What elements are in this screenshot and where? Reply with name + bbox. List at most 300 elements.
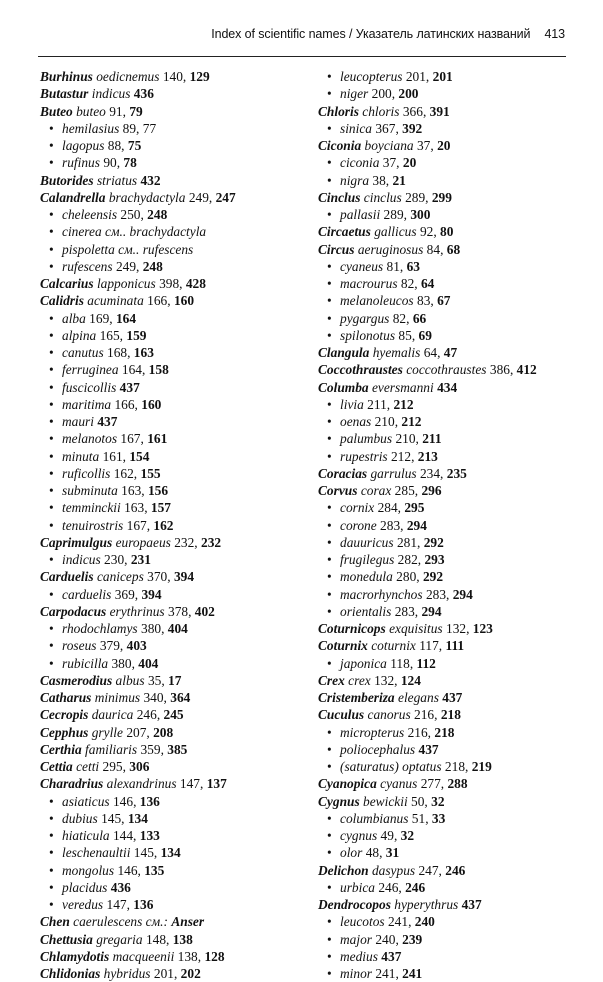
species-name: veredus xyxy=(62,897,104,912)
page-refs: 89, 77 xyxy=(122,120,157,136)
index-subentry xyxy=(40,517,236,534)
index-subentry xyxy=(318,758,537,775)
species-name: placidus xyxy=(62,879,108,895)
genus-name: Chloris xyxy=(318,103,359,119)
plate-ref: 136 xyxy=(139,793,160,809)
species-name: oedicnemus xyxy=(96,69,160,84)
species-name: indicus xyxy=(62,552,101,567)
page-refs: 249, xyxy=(188,189,216,205)
index-entry xyxy=(40,568,236,585)
plate-ref: 434 xyxy=(437,379,458,395)
plate-ref: 69 xyxy=(418,327,432,343)
index-subentry xyxy=(318,206,537,223)
page-refs: 64, xyxy=(423,345,444,360)
species-name: nigra xyxy=(340,172,370,188)
plate-ref: 68 xyxy=(446,241,461,257)
plate-ref: 134 xyxy=(160,845,181,861)
species-name: columbianus xyxy=(340,810,409,826)
page-refs: 232, xyxy=(174,534,201,550)
species-name: alba xyxy=(62,310,86,326)
index-subentry xyxy=(318,844,537,861)
index-subentry xyxy=(318,413,537,430)
species-name: hiaticula xyxy=(62,828,110,843)
plate-ref: 294 xyxy=(406,517,427,533)
plate-ref: 245 xyxy=(163,707,184,723)
species-name: rufinus xyxy=(62,155,100,171)
plate-ref: 75 xyxy=(127,138,142,153)
plate-ref: 202 xyxy=(180,966,201,981)
species-name: rubicilla xyxy=(62,655,109,671)
index-subentry xyxy=(318,154,537,171)
genus-name: Circus xyxy=(318,241,355,257)
species-name: tenuirostris xyxy=(62,517,124,533)
genus-name: Dendrocopos xyxy=(318,897,391,912)
species-name: asiaticus xyxy=(62,793,110,809)
plate-ref: 364 xyxy=(170,690,191,705)
genus-name: Crex xyxy=(318,672,345,688)
page-refs: 386, xyxy=(489,362,517,378)
page-refs: 81, xyxy=(386,258,407,274)
plate-ref: 212 xyxy=(401,414,422,429)
index-entry xyxy=(318,637,537,654)
plate-ref: 403 xyxy=(126,638,147,654)
species-name: livia xyxy=(340,396,364,412)
page-refs: 37, xyxy=(416,138,438,153)
plate-ref: 17 xyxy=(168,672,182,688)
page-refs: 145, xyxy=(133,845,161,861)
species-name: gallicus xyxy=(374,224,417,240)
index-entry xyxy=(318,361,537,378)
plate-ref: 292 xyxy=(423,534,444,550)
plate-ref: 299 xyxy=(431,189,452,205)
index-subentry xyxy=(40,637,236,654)
species-name: caerulescens см.: xyxy=(73,914,168,930)
page-refs: 234, xyxy=(419,465,447,481)
index-entry xyxy=(318,103,537,120)
genus-name: Burhinus xyxy=(40,69,93,84)
plate-ref: 156 xyxy=(147,483,169,498)
index-subentry xyxy=(40,241,236,258)
plate-ref: 136 xyxy=(133,897,154,912)
index-entry xyxy=(318,896,537,913)
index-entry xyxy=(318,223,537,240)
species-name: pispoletta см.. rufescens xyxy=(62,241,194,257)
plate-ref: 402 xyxy=(194,603,215,619)
page-refs: 378, xyxy=(168,603,195,619)
index-entry xyxy=(40,775,236,792)
page-refs: 163, xyxy=(121,483,148,498)
species-name: macrourus xyxy=(340,276,398,291)
index-subentry xyxy=(40,482,236,499)
page-refs: 380, xyxy=(111,655,139,671)
page-refs: 340, xyxy=(143,690,171,705)
index-subentry xyxy=(40,396,236,413)
index-subentry xyxy=(318,310,537,327)
plate-ref: 211 xyxy=(422,431,442,447)
genus-name: Catharus xyxy=(40,690,92,705)
index-entry xyxy=(40,758,236,775)
species-name: sinica xyxy=(340,120,372,136)
genus-name: Butorides xyxy=(40,172,94,188)
plate-ref: 155 xyxy=(140,465,161,481)
plate-ref: 111 xyxy=(445,638,465,654)
page-refs: 281, xyxy=(396,534,424,550)
index-entry xyxy=(318,379,537,396)
index-subentry xyxy=(40,448,236,465)
genus-name: Coturnicops xyxy=(318,621,386,636)
genus-name: Ciconia xyxy=(318,138,362,153)
genus-name: Coturnix xyxy=(318,638,368,654)
page-refs: 82, xyxy=(400,276,421,291)
index-subentry xyxy=(40,551,236,568)
index-subentry xyxy=(318,741,537,758)
page-refs: 37, xyxy=(382,155,403,171)
index-subentry xyxy=(40,223,236,240)
plate-ref: 294 xyxy=(452,586,473,602)
plate-ref: 160 xyxy=(173,293,195,309)
index-subentry xyxy=(318,448,537,465)
species-name: cinclus xyxy=(363,189,402,205)
index-entry xyxy=(40,189,236,206)
species-name: exquisitus xyxy=(389,621,443,636)
genus-name: Columba xyxy=(318,379,369,395)
index-subentry xyxy=(318,172,537,189)
page-refs: 211, xyxy=(367,396,394,412)
index-subentry xyxy=(318,568,537,585)
page-refs: 285, xyxy=(394,483,422,498)
plate-ref: 201 xyxy=(432,69,453,84)
plate-ref: 160 xyxy=(141,396,162,412)
species-name: oenas xyxy=(340,414,372,429)
page-refs: 241, xyxy=(387,914,415,930)
species-name: bewickii xyxy=(363,793,408,809)
page-refs: 169, xyxy=(89,310,116,326)
page-refs: 370, xyxy=(147,569,174,585)
index-subentry xyxy=(40,310,236,327)
plate-ref: 79 xyxy=(129,103,143,119)
page-refs: 283, xyxy=(380,517,407,533)
plate-ref: 296 xyxy=(421,483,442,498)
plate-ref: 66 xyxy=(412,310,427,326)
page-refs: 118, xyxy=(390,655,417,671)
page-refs: 216, xyxy=(414,707,441,723)
species-name: major xyxy=(340,931,372,947)
page-refs: 282, xyxy=(397,552,425,567)
page-refs: 85, xyxy=(398,327,419,343)
index-subentry xyxy=(40,154,236,171)
plate-ref: 63 xyxy=(406,258,420,274)
species-name: elegans xyxy=(398,690,439,705)
species-name: canorus xyxy=(367,707,411,723)
index-entry xyxy=(318,482,537,499)
page-refs: 201, xyxy=(405,69,433,84)
species-name: canutus xyxy=(62,345,104,360)
page-refs: 277, xyxy=(420,776,448,792)
plate-ref: 162 xyxy=(153,517,174,533)
page-refs: 166, xyxy=(147,293,174,309)
species-name: dasypus xyxy=(371,862,416,878)
plate-ref: 247 xyxy=(215,189,236,205)
species-name: urbica xyxy=(340,879,375,895)
page-refs: 49, xyxy=(380,828,401,843)
species-name: roseus xyxy=(62,638,97,654)
genus-name: Charadrius xyxy=(40,776,104,792)
page-refs: 210, xyxy=(395,431,423,447)
plate-ref: 392 xyxy=(402,120,423,136)
index-entry xyxy=(318,241,537,258)
index-entry xyxy=(318,689,537,706)
plate-ref: 208 xyxy=(153,724,174,740)
species-name: boyciana xyxy=(364,138,414,153)
index-subentry xyxy=(40,361,236,378)
header-title: Index of scientific names / Указатель латинских названий xyxy=(211,27,531,41)
species-name: cyanus xyxy=(380,776,418,792)
page-refs: 140, xyxy=(162,69,190,84)
plate-ref: 436 xyxy=(110,879,131,895)
plate-ref: 239 xyxy=(402,931,423,947)
species-name: coccothraustes xyxy=(406,362,487,378)
species-name: minimus xyxy=(94,690,141,705)
page-refs: 117, xyxy=(419,638,446,654)
index-entry xyxy=(318,862,537,879)
plate-ref: 213 xyxy=(417,448,438,464)
species-name: minuta xyxy=(62,448,100,464)
page-refs: 230, xyxy=(104,552,131,567)
page-refs: 165, xyxy=(99,327,127,343)
species-name: maritima xyxy=(62,396,112,412)
page-refs: 247, xyxy=(418,862,446,878)
page-refs: 146, xyxy=(112,793,140,809)
page-refs: 91, xyxy=(109,103,130,119)
header-rule xyxy=(38,56,566,57)
species-name: grylle xyxy=(91,724,123,740)
genus-name: Corvus xyxy=(318,483,358,498)
plate-ref: 134 xyxy=(127,810,148,826)
index-entry xyxy=(318,706,537,723)
genus-name: Cuculus xyxy=(318,707,365,723)
index-subentry xyxy=(40,327,236,344)
genus-name: Coracias xyxy=(318,465,368,481)
genus-name: Cygnus xyxy=(318,793,360,809)
plate-ref: 241 xyxy=(402,966,423,981)
page-refs: 167, xyxy=(120,431,148,447)
genus-name: Butastur xyxy=(40,86,89,102)
index-subentry xyxy=(40,879,236,896)
plate-ref: 428 xyxy=(185,276,206,291)
page-refs: 92, xyxy=(419,224,441,240)
index-entry xyxy=(40,931,236,948)
species-name: hyemalis xyxy=(372,345,421,360)
index-subentry xyxy=(40,465,236,482)
genus-name: Cepphus xyxy=(40,724,89,740)
plate-ref: 295 xyxy=(404,500,425,516)
plate-ref: 158 xyxy=(148,362,169,378)
genus-name: Carduelis xyxy=(40,569,94,585)
page-refs: 146, xyxy=(117,862,145,878)
species-name: ciconia xyxy=(340,155,380,171)
species-name: (saturatus) optatus xyxy=(340,759,442,774)
index-subentry xyxy=(40,413,236,430)
species-name: gregaria xyxy=(96,931,143,947)
plate-ref: 437 xyxy=(442,690,463,705)
index-entry xyxy=(40,172,236,189)
page-refs: 144, xyxy=(112,828,140,843)
index-subentry xyxy=(318,913,537,930)
species-name: indicus xyxy=(91,86,131,102)
plate-ref: 133 xyxy=(139,828,160,843)
genus-name: Chlidonias xyxy=(40,966,101,981)
species-name: lapponicus xyxy=(96,276,156,291)
index-subentry xyxy=(40,586,236,603)
plate-ref: 67 xyxy=(437,293,451,309)
index-entry xyxy=(318,775,537,792)
species-name: dubius xyxy=(62,810,98,826)
plate-ref: 164 xyxy=(115,310,137,326)
index-entry xyxy=(40,965,236,982)
page-refs: 398, xyxy=(159,276,186,291)
page-refs: 246, xyxy=(136,707,164,723)
plate-ref: 128 xyxy=(204,948,225,964)
index-subentry xyxy=(40,430,236,447)
plate-ref: 138 xyxy=(172,931,193,947)
genus-name: Calcarius xyxy=(40,276,94,291)
genus-name: Clangula xyxy=(318,345,370,360)
page-refs: 200, xyxy=(371,86,399,102)
species-name: dauuricus xyxy=(340,534,394,550)
species-name: mongolus xyxy=(62,862,115,878)
page-refs: 162, xyxy=(113,465,141,481)
index-entry xyxy=(318,189,537,206)
genus-name: Casmerodius xyxy=(40,672,113,688)
plate-ref: 385 xyxy=(167,741,188,757)
index-subentry xyxy=(318,120,537,137)
species-name: monedula xyxy=(340,569,393,585)
index-subentry xyxy=(40,499,236,516)
plate-ref: 33 xyxy=(431,810,446,826)
species-name: coturnix xyxy=(371,638,416,654)
page-refs: 359, xyxy=(140,741,168,757)
species-name: temminckii xyxy=(62,500,121,516)
plate-ref: 248 xyxy=(147,207,168,222)
index-subentry xyxy=(40,810,236,827)
index-entry xyxy=(40,706,236,723)
page-refs: 380, xyxy=(141,621,168,636)
index-subentry xyxy=(318,586,537,603)
plate-ref: 437 xyxy=(418,741,439,757)
index-subentry xyxy=(318,603,537,620)
index-subentry xyxy=(318,499,537,516)
genus-name: Certhia xyxy=(40,741,82,757)
page-refs: 207, xyxy=(126,724,154,740)
species-name: europaeus xyxy=(115,534,171,550)
species-name: buteo xyxy=(76,103,106,119)
page-refs: 164, xyxy=(121,362,149,378)
species-name: medius xyxy=(340,948,378,964)
page-refs: 132, xyxy=(374,672,401,688)
species-name: melanotos xyxy=(62,431,118,447)
index-subentry xyxy=(40,120,236,137)
plate-ref: 235 xyxy=(446,465,467,481)
index-subentry xyxy=(318,551,537,568)
page-refs: 35, xyxy=(147,672,169,688)
plate-ref: 436 xyxy=(133,86,154,102)
page-refs: 284, xyxy=(377,500,405,516)
plate-ref: 437 xyxy=(97,414,118,429)
page-refs: 83, xyxy=(417,293,438,309)
genus-name: Calidris xyxy=(40,293,84,309)
page-refs: 289, xyxy=(383,207,411,222)
page-refs: 201, xyxy=(153,966,181,981)
plate-ref: 112 xyxy=(416,655,436,671)
plate-ref: 154 xyxy=(129,448,150,464)
page-refs: 167, xyxy=(126,517,154,533)
page-refs: 212, xyxy=(390,448,418,464)
plate-ref: 394 xyxy=(173,569,195,585)
running-header xyxy=(211,27,565,41)
species-name: cheleensis xyxy=(62,207,118,222)
index-subentry xyxy=(318,275,537,292)
plate-ref: 306 xyxy=(129,759,150,774)
plate-ref: 218 xyxy=(440,707,461,723)
genus-name: Caprimulgus xyxy=(40,534,113,550)
page-refs: 289, xyxy=(405,189,432,205)
index-subentry xyxy=(40,862,236,879)
species-name: caniceps xyxy=(96,569,144,585)
index-subentry xyxy=(40,206,236,223)
species-name: daurica xyxy=(91,707,134,723)
page-refs: 88, xyxy=(107,138,128,153)
plate-ref: 80 xyxy=(440,224,454,240)
index-subentry xyxy=(40,137,236,154)
species-name: olor xyxy=(340,845,363,861)
genus-name: Coccothraustes xyxy=(318,362,403,378)
page-refs: 161, xyxy=(102,448,130,464)
species-name: hybridus xyxy=(103,966,151,981)
page-refs: 50, xyxy=(411,793,432,809)
species-name: acuminata xyxy=(87,293,144,309)
species-name: albus xyxy=(115,672,145,688)
species-name: micropterus xyxy=(340,724,405,740)
species-name: alexandrinus xyxy=(106,776,177,792)
index-subentry xyxy=(318,827,537,844)
species-name: corone xyxy=(340,517,377,533)
plate-ref: 163 xyxy=(133,345,154,360)
index-subentry xyxy=(318,396,537,413)
cross-ref: Anser xyxy=(171,914,205,930)
index-subentry xyxy=(318,85,537,102)
index-subentry xyxy=(40,655,236,672)
plate-ref: 135 xyxy=(144,862,165,878)
species-name: macrorhynchos xyxy=(340,586,423,602)
species-name: rufescens xyxy=(62,258,113,274)
index-subentry xyxy=(40,896,236,913)
genus-name: Chen xyxy=(40,914,70,930)
page-refs: 51, xyxy=(411,810,432,826)
species-name: cyaneus xyxy=(340,258,384,274)
plate-ref: 248 xyxy=(142,258,163,274)
index-entry xyxy=(40,689,236,706)
index-entry xyxy=(40,103,236,120)
index-subentry xyxy=(40,379,236,396)
index-subentry xyxy=(318,68,537,85)
page-refs: 280, xyxy=(396,569,423,585)
index-entry xyxy=(40,68,236,85)
species-name: cetti xyxy=(76,759,100,774)
page-refs: 240, xyxy=(375,931,403,947)
plate-ref: 123 xyxy=(472,621,493,636)
genus-name: Chettusia xyxy=(40,931,93,947)
genus-name: Cettia xyxy=(40,759,73,774)
